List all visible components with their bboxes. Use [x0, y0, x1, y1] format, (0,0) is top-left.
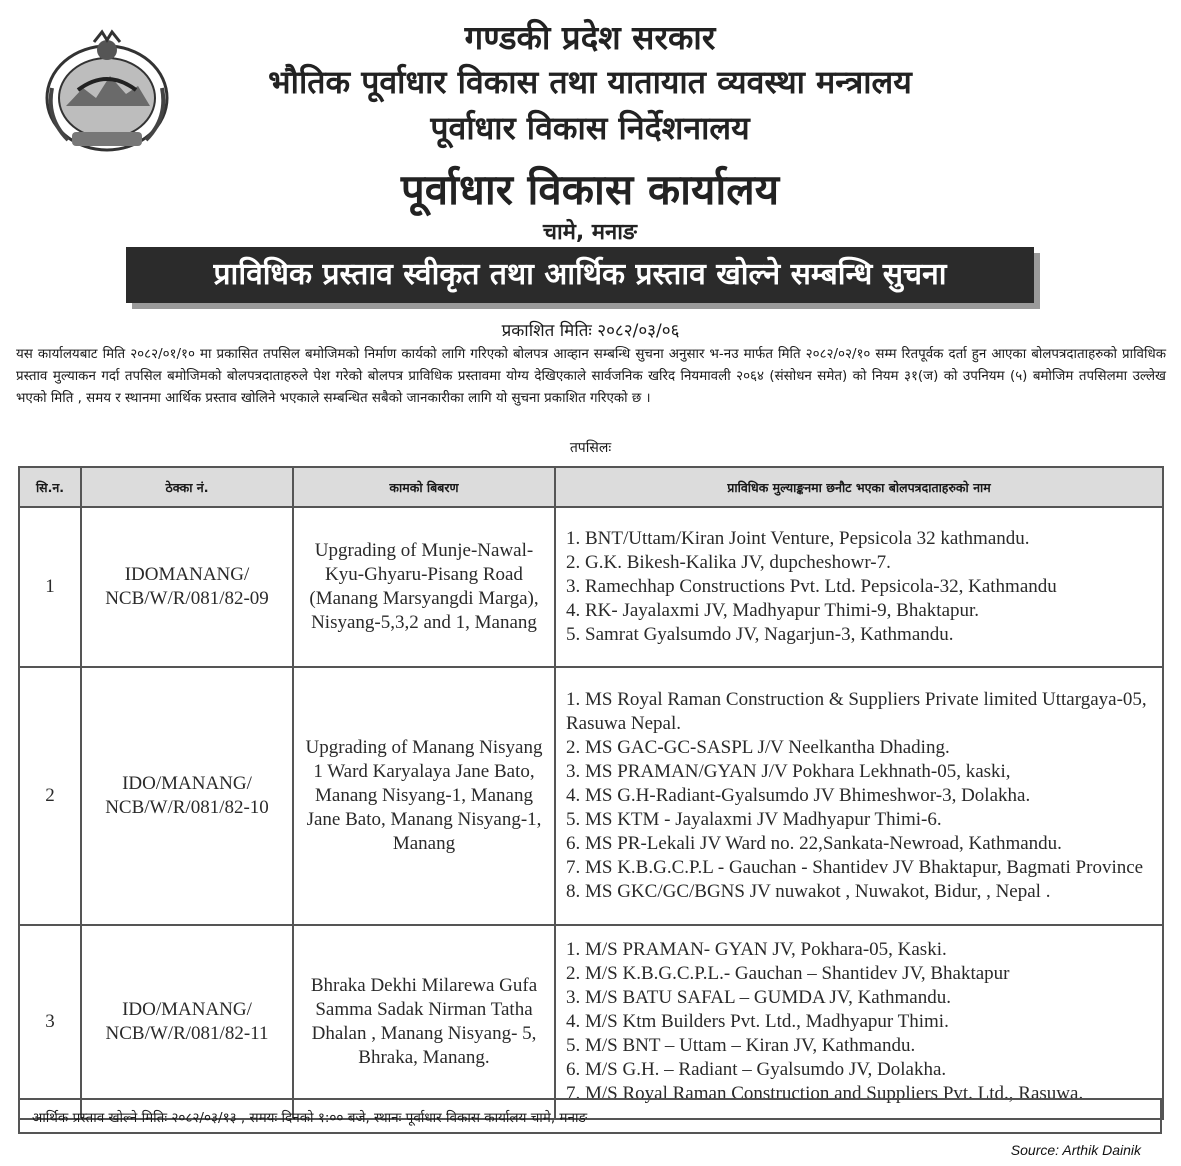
row-contract-no: IDO/MANANG/ NCB/W/R/081/82-11 [81, 925, 293, 1119]
source-credit: Source: Arthik Dainik [1010, 1142, 1141, 1158]
notice-title-banner: प्राविधिक प्रस्ताव स्वीकृत तथा आर्थिक प्रस्ताव खोल्ने सम्बन्धि सुचना [126, 247, 1034, 303]
list-item: 1. M/S PRAMAN- GYAN JV, Pokhara-05, Kaski. [566, 939, 947, 960]
nepal-emblem-icon [38, 28, 176, 156]
table-row [19, 667, 1163, 925]
row-contract-no: IDO/MANANG/ NCB/W/R/081/82-10 [81, 667, 293, 925]
table-row [19, 507, 1163, 667]
list-item: 3. Ramechhap Constructions Pvt. Ltd. Pepsicola-32, Kathmandu [566, 576, 1057, 597]
list-item: 5. M/S BNT – Uttam – Kiran JV, Kathmandu. [566, 1035, 916, 1056]
list-item: 2. MS GAC-GC-SASPL J/V Neelkantha Dhading. [566, 737, 950, 758]
row-description: Bhraka Dekhi Milarewa Gufa Samma Sadak Nirman Tatha Dhalan , Manang Nisyang- 5, Bhraka, Manang. [293, 925, 555, 1119]
header-contract-no: ठेक्का नं. [81, 467, 293, 507]
row-contract-no: IDOMANANG/ NCB/W/R/081/82-09 [81, 507, 293, 667]
list-item: 5. MS KTM - Jayalaxmi JV Madhyapur Thimi-6. [566, 809, 942, 830]
list-item: 4. RK- Jayalaxmi JV, Madhyapur Thimi-9, Bhaktapur. [566, 600, 980, 621]
government-name: गण्डकी प्रदेश सरकार [464, 18, 716, 57]
row-bidders [555, 925, 1163, 1119]
row-bidders [555, 667, 1163, 925]
bidders-table [18, 466, 1164, 1120]
table-row [19, 925, 1163, 1119]
header-work-description: कामको बिबरण [293, 467, 555, 507]
published-date: प्रकाशित मितिः २०८२/०३/०६ [501, 321, 680, 341]
list-item: 3. M/S BATU SAFAL – GUMDA JV, Kathmandu. [566, 987, 951, 1008]
row-bidders [555, 507, 1163, 667]
ministry-name: भौतिक पूर्वाधार विकास तथा यातायात व्यवस्था मन्त्रालय [268, 63, 912, 101]
directorate-name: पूर्वाधार विकास निर्देशनालय [430, 109, 750, 147]
schedule-label: तपसिलः [569, 440, 612, 456]
office-location: चामे, मनाङ [543, 220, 637, 245]
row-sn: 1 [19, 507, 81, 667]
list-item: 2. G.K. Bikesh-Kalika JV, dupcheshowr-7. [566, 552, 891, 573]
table-header-row [19, 467, 1163, 507]
list-item: 1. MS Royal Raman Construction & Suppliers Private limited Uttargaya-05, Rasuwa Nepal. [566, 689, 1147, 734]
list-item: 7. M/S Royal Raman Construction and Suppliers Pvt. Ltd., Rasuwa. [566, 1083, 1084, 1104]
intro-paragraph: यस कार्यालयबाट मिति २०८२/०१/१० मा प्रकासित तपसिल बमोजिमको निर्माण कार्यको लागि गरिएको बोलपत्र आव्हान सम्बन्धि सुचना अनुसार भ-नउ मार्फत मिति २०८२/०२/१० सम्म रितपूर्वक दर्ता हुन आएका बोलपत्रदाताहरुको प्राविधिक प्रस्ताव मुल्याकन गर्दा तपसिल बमोजिमको बोलपत्रदाताहरुले पेश गरेको बोलपत्र प्राविधिक प्रस्तावमा योग्य देखिएकाले सार्वजनिक खरिद नियमावली २०६४ (संसोधन समेत) को नियम ३१(ज) को उपनियम (५) बमोजिम तपसिलमा उल्लेख भएको मिति , समय र स्थानमा आर्थिक प्रस्ताव खोलिने भएकाले सम्बन्धित सबैको जानकारीका लागि यो सुचना प्रकाशित गरिएको छ । [16, 347, 1166, 406]
list-item: 4. M/S Ktm Builders Pvt. Ltd., Madhyapur Thimi. [566, 1011, 949, 1032]
list-item: 3. MS PRAMAN/GYAN J/V Pokhara Lekhnath-05, kaski, [566, 761, 1011, 782]
list-item: 2. M/S K.B.G.C.P.L.- Gauchan – Shantidev JV, Bhaktapur [566, 963, 1010, 984]
list-item: 1. BNT/Uttam/Kiran Joint Venture, Pepsicola 32 kathmandu. [566, 528, 1030, 549]
header-sn: सि.न. [19, 467, 81, 507]
list-item: 8. MS GKC/GC/BGNS JV nuwakot , Nuwakot, Bidur, , Nepal . [566, 881, 1051, 902]
list-item: 7. MS K.B.G.C.P.L - Gauchan - Shantidev JV Bhaktapur, Bagmati Province [566, 857, 1144, 878]
list-item: 5. Samrat Gyalsumdo JV, Nagarjun-3, Kathmandu. [566, 624, 954, 645]
header-selected-bidders: प्राविधिक मुल्याङ्कनमा छनौट भएका बोलपत्रदाताहरुको नाम [555, 467, 1163, 507]
list-item: 4. MS G.H-Radiant-Gyalsumdo JV Bhimeshwor-3, Dolakha. [566, 785, 1031, 806]
list-item: 6. M/S G.H. – Radiant – Gyalsumdo JV, Dolakha. [566, 1059, 947, 1080]
row-sn: 3 [19, 925, 81, 1119]
row-description: Upgrading of Manang Nisyang 1 Ward Karyalaya Jane Bato, Manang Nisyang-1, Manang Jane Bato, Manang Nisyang-1, Manang [293, 667, 555, 925]
row-sn: 2 [19, 667, 81, 925]
office-name: पूर्वाधार विकास कार्यालय [400, 165, 780, 214]
row-description: Upgrading of Munje-Nawal-Kyu-Ghyaru-Pisang Road (Manang Marsyangdi Marga), Nisyang-5,3,2 and 1, Manang [293, 507, 555, 667]
financial-opening-note: आर्थिक प्रस्ताव खोल्ने मितिः २०८२/०३/१३ , समयः दिनको १:०० बजे, स्थानः पूर्वाधार विकास कार्यालय चामे, मनाङ [18, 1098, 1162, 1134]
list-item: 6. MS PR-Lekali JV Ward no. 22,Sankata-Newroad, Kathmandu. [566, 833, 1062, 854]
